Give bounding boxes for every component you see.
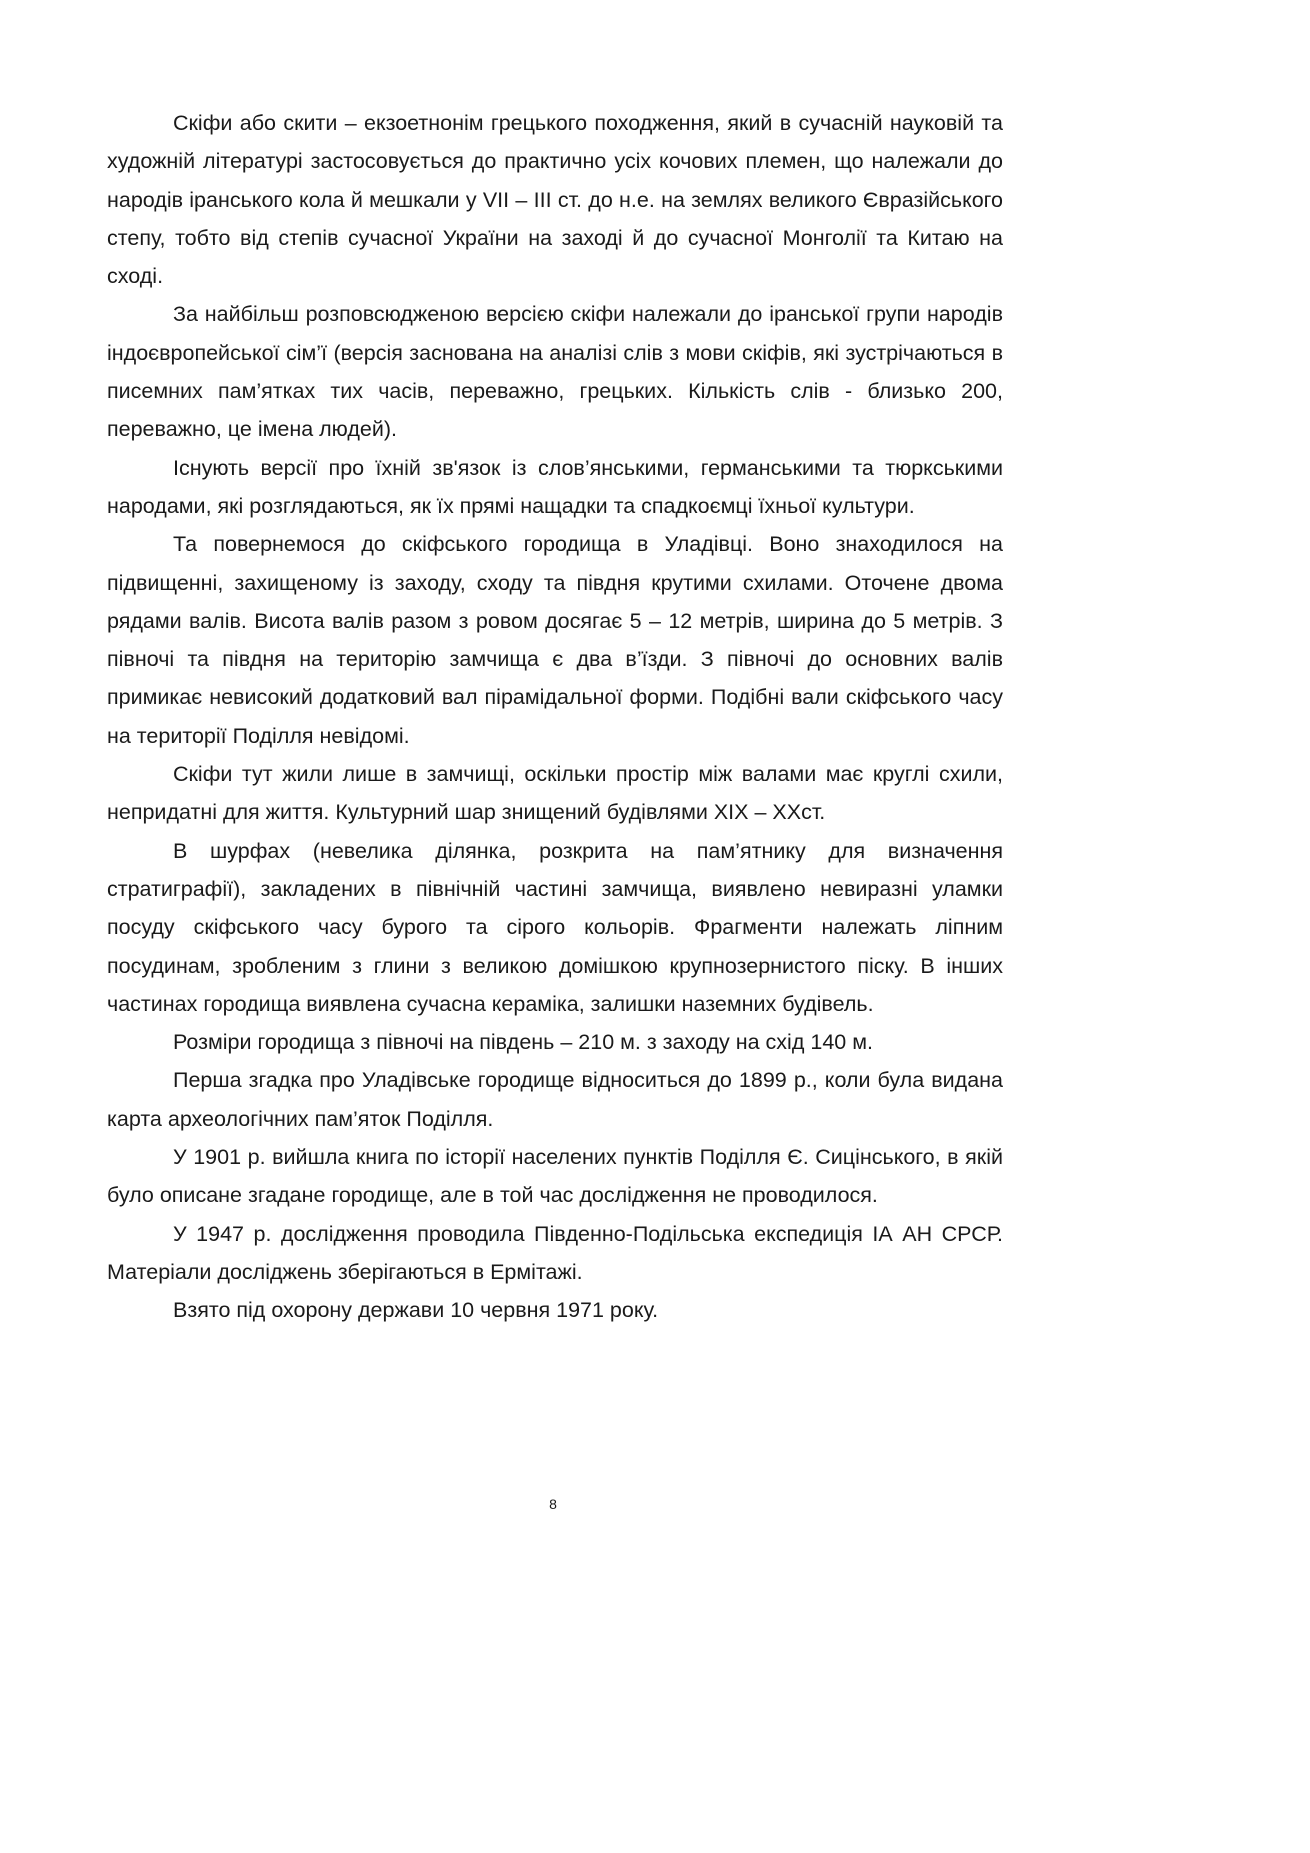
paragraph-3: Існують версії про їхній зв'язок із слов’янськими, германськими та тюркськими народами, які розглядаються, як їх прямі нащадки та спадкоємці їхньої культури.	[107, 455, 1003, 518]
paragraph-6: В шурфах (невелика ділянка, розкрита на пам’ятнику для визначення стратиграфії), закладених в північній частині замчища, виявлено невиразні уламки посуду скіфського часу бурого та сірого кольорів. Фрагменти належать ліпним посудинам, зробленим з глини з великою домішкою крупнозернистого піску. В інших частинах городища виявлена сучасна кераміка, залишки наземних будівель.	[107, 838, 1003, 1016]
paragraph-11: Взято під охорону держави 10 червня 1971 року.	[173, 1298, 659, 1323]
paragraph-7: Розміри городища з півночі на південь – 210 м. з заходу на схід 140 м.	[173, 1030, 873, 1055]
body-text	[107, 104, 1003, 1330]
paragraph-8: Перша згадка про Уладівське городище відноситься до 1899 р., коли була видана карта археологічних пам’яток Поділля.	[107, 1068, 1003, 1131]
paragraph-1: Скіфи або скити – екзоетнонім грецького походження, який в сучасній науковій та художній літературі застосовується до практично усіх кочових племен, що належали до народів іранського кола й мешкали у VII – III ст. до н.е. на землях великого Євразійського степу, тобто від степів сучасної України на заході й до сучасної Монголії та Китаю на сході.	[107, 111, 1003, 289]
paragraph-4: Та повернемося до скіфського городища в Уладівці. Воно знаходилося на підвищенні, захищеному із заходу, сходу та півдня крутими схилами. Оточене двома рядами валів. Висота валів разом з ровом досягає 5 – 12 метрів, ширина до 5 метрів. З півночі та півдня на територію замчища є два в’їзди. З півночі до основних валів примикає невисокий додатковий вал пірамідальної форми. Подібні вали скіфського часу на території Поділля невідомі.	[107, 532, 1003, 748]
page-number: 8	[549, 1496, 557, 1512]
paragraph-5: Скіфи тут жили лише в замчищі, оскільки простір між валами має круглі схили, непридатні для життя. Культурний шар знищений будівлями ХІХ – ХХст.	[107, 762, 1003, 825]
paragraph-9: У 1901 р. вийшла книга по історії населених пунктів Поділля Є. Сицінського, в якій було описане згадане городище, але в той час дослідження не проводилося.	[107, 1145, 1003, 1208]
paragraph-10: У 1947 р. дослідження проводила Південно-Подільська експедиція ІА АН СРСР. Матеріали досліджень зберігаються в Ермітажі.	[107, 1221, 1003, 1284]
paragraph-2: За найбільш розповсюдженою версією скіфи належали до іранської групи народів індоєвропейської сім’ї (версія заснована на аналізі слів з мови скіфів, які зустрічаються в писемних пам’ятках тих часів, переважно, грецьких. Кількість слів - близько 200, переважно, це імена людей).	[107, 302, 1003, 442]
